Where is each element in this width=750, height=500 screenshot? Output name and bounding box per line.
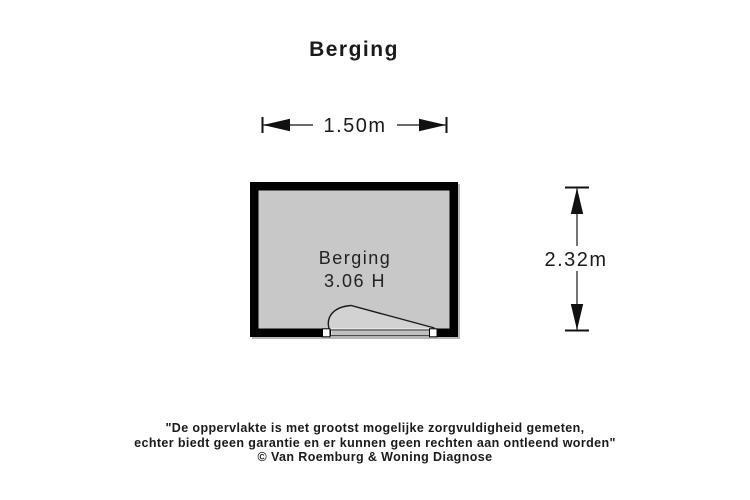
room-berging: [250, 182, 460, 339]
height-dimension: [542, 188, 612, 331]
door-jamb-right: [430, 329, 438, 337]
door-threshold: [331, 330, 430, 336]
width-dimension-label: 1.50m: [323, 115, 387, 137]
page-title: Berging: [309, 38, 399, 61]
disclaimer-line-1: "De oppervlakte is met grootst mogelijke zorgvuldigheid gemeten,: [165, 421, 585, 435]
room-name-label: Berging: [318, 248, 392, 268]
height-arrow-up-icon: [571, 188, 583, 214]
width-dimension: [263, 111, 447, 138]
door-jamb-left: [323, 329, 331, 337]
disclaimer-line-2: echter biedt geen garantie en er kunnen geen rechten aan ontleend worden": [134, 435, 616, 450]
copyright-line: © Van Roemburg & Woning Diagnose: [257, 450, 493, 464]
width-arrow-right-icon: [419, 119, 446, 131]
footer-disclaimer: [0, 421, 750, 465]
width-arrow-left-icon: [263, 119, 290, 131]
room-height-label: 3.06 H: [323, 271, 387, 291]
height-arrow-down-icon: [571, 304, 583, 330]
height-dimension-label: 2.32m: [544, 249, 608, 271]
